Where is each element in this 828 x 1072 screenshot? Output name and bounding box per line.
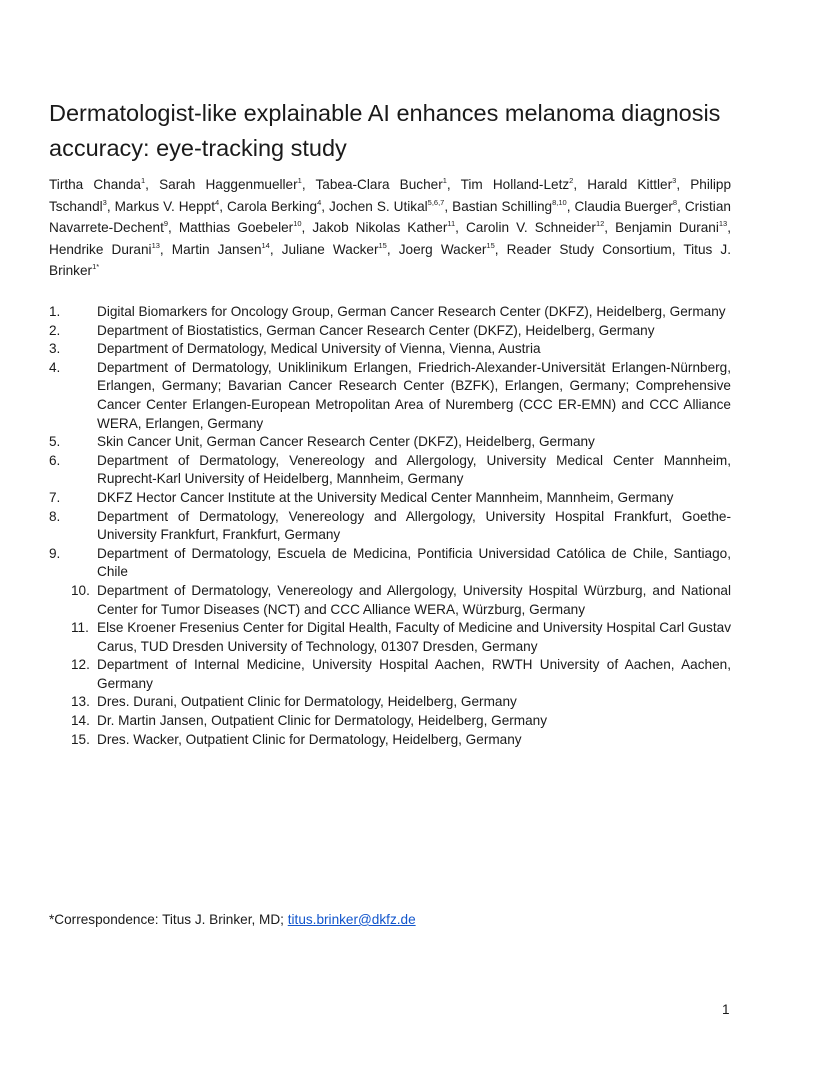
affiliation-text: Dr. Martin Jansen, Outpatient Clinic for Dermatology, Heidelberg, Germany bbox=[97, 713, 548, 729]
author-affiliation-marker: 14 bbox=[261, 240, 270, 250]
author-affiliation-marker: 3 bbox=[672, 176, 677, 185]
affiliation-text: Department of Internal Medicine, University Hospital Aachen, RWTH University of Aachen, Aachen, Germany bbox=[97, 657, 731, 691]
affiliation-number: 8. bbox=[49, 508, 61, 524]
affiliation-number: 6. bbox=[49, 452, 61, 468]
author-affiliation-marker: 9 bbox=[163, 219, 169, 228]
affiliation-text: Department of Dermatology, Escuela de Medicina, Pontificia Universidad Católica de Chile, Santiago, Chile bbox=[97, 545, 731, 580]
author-affiliation-marker: 1 bbox=[297, 176, 302, 185]
affiliation-text: Dres. Wacker, Outpatient Clinic for Dermatology, Heidelberg, Germany bbox=[97, 731, 522, 747]
author-name: Jakob Nikolas Kather bbox=[312, 220, 448, 235]
author-name: Markus V. Heppt bbox=[114, 198, 216, 214]
author-name: Tim Holland-Letz bbox=[460, 177, 570, 192]
affiliation-item bbox=[49, 656, 731, 693]
affiliation-item bbox=[49, 712, 731, 731]
author-affiliation-marker: 1 bbox=[442, 176, 447, 185]
author-affiliation-marker: 11 bbox=[447, 219, 456, 228]
author-name: Carolin V. Schneider bbox=[465, 220, 596, 235]
affiliation-number: 7. bbox=[49, 489, 61, 505]
affiliation-text: Digital Biomarkers for Oncology Group, German Cancer Research Center (DKFZ), Heidelberg, Germany bbox=[97, 304, 726, 319]
affiliation-number: 2. bbox=[49, 322, 61, 338]
affiliation-number: 1. bbox=[49, 304, 61, 319]
author-name: Joerg Wacker bbox=[398, 241, 487, 257]
author-name: Claudia Buerger bbox=[574, 198, 673, 214]
author-affiliation-marker: 13 bbox=[151, 240, 160, 250]
author-affiliation-marker: 13 bbox=[718, 219, 728, 228]
affiliation-item bbox=[49, 489, 731, 508]
author-name: Juliane Wacker bbox=[281, 241, 379, 257]
author-affiliation-marker: 15 bbox=[486, 240, 495, 250]
author-affiliation-marker: 1 bbox=[140, 176, 146, 185]
author-name: Reader Study Consortium bbox=[506, 241, 672, 257]
paper-title: Dermatologist-like explainable AI enhances melanoma diagnosis accuracy: eye-tracking study bbox=[49, 100, 721, 161]
correspondence-email-link[interactable]: titus.brinker@dkfz.de bbox=[287, 912, 416, 927]
affiliation-number: 15. bbox=[71, 731, 90, 747]
author-list: Tirtha Chanda$^1$, Sarah Haggenmueller$^1$, Tabea-Clara Bucher$^1$, Tim Holland-Letz$^2$, Harald Kittler$^3$, Philipp Tschandl$^3$, Markus V. Heppt$^4$, Carola Berking$^4$, Jochen S. Utikal$^{5,6,7}$, Bastian Schilling$^{8,10}$, Claudia Buerger$^8$, Cristian Navarrete-Dechent$^9$, Matthias Goebeler$^{10}$, Jakob Nikolas Kather$^{11}$, Carolin V. Schneider$^{12}$, Benjamin Durani$^{13}$, Hendrike Durani$^{13}$, Martin Jansen$^{14}$, Juliane Wacker$^{15}$, Joerg Wacker$^{15}$, Reader Study Consortium, Titus J. Brinker$^{1*}$ bbox=[49, 176, 732, 278]
affiliation-text: Department of Dermatology, Uniklinikum Erlangen, Friedrich-Alexander-Universität Erlangen-Nürnberg, Erlangen, Germany; Bavarian Cancer Research Center (BZFK), Erlangen, Germany; Comprehensive Cancer Center Erlangen-European Metropolitan Area of Nuremberg (CCC ER-EMN) and CCC Alliance WERA, Erlangen, Germany bbox=[97, 359, 731, 431]
affiliation-number: 12. bbox=[71, 657, 90, 673]
affiliation-item bbox=[49, 303, 731, 322]
affiliation-item bbox=[49, 359, 731, 433]
affiliation-list bbox=[49, 303, 731, 749]
author-affiliation-marker: 8 bbox=[672, 197, 678, 207]
author-name: Harald Kittler bbox=[587, 177, 673, 192]
author-name: Hendrike Durani bbox=[49, 241, 152, 257]
author-name: Titus J. Brinker bbox=[49, 241, 731, 278]
author-affiliation-marker: 5,6,7 bbox=[427, 197, 445, 207]
author-name: Carola Berking bbox=[226, 198, 318, 214]
author-name: Sarah Haggenmueller bbox=[159, 177, 298, 192]
affiliation-item bbox=[49, 693, 731, 712]
author-affiliation-marker: 1* bbox=[92, 262, 100, 271]
affiliation-number: 3. bbox=[49, 341, 61, 357]
affiliation-text: Skin Cancer Unit, German Cancer Research Center (DKFZ), Heidelberg, Germany bbox=[97, 434, 595, 450]
author-affiliation-marker: 8,10 bbox=[552, 197, 567, 207]
author-name: Bastian Schilling bbox=[452, 198, 553, 214]
affiliation-item bbox=[49, 508, 731, 545]
author-affiliation-marker: 15 bbox=[378, 240, 387, 250]
author-name: Philipp Tschandl bbox=[49, 177, 732, 214]
affiliation-item bbox=[49, 452, 731, 489]
affiliation-number: 9. bbox=[49, 545, 61, 561]
affiliation-number: 5. bbox=[49, 434, 61, 450]
affiliation-item bbox=[49, 545, 731, 582]
correspondence-text: *Correspondence: Titus J. Brinker, MD; bbox=[49, 912, 288, 927]
affiliation-text: DKFZ Hector Cancer Institute at the University Medical Center Mannheim, Mannheim, Germany bbox=[97, 489, 674, 505]
affiliation-number: 14. bbox=[71, 713, 90, 729]
affiliation-text: Department of Dermatology, Venereology and Allergology, University Hospital Würzburg, and National Center for Tumor Diseases (NCT) and CCC Alliance WERA, Würzburg, Germany bbox=[97, 582, 731, 617]
affiliation-number: 11. bbox=[71, 620, 89, 636]
author-name: Tabea-Clara Bucher bbox=[315, 177, 443, 192]
author-name: Martin Jansen bbox=[171, 241, 262, 257]
affiliation-item bbox=[49, 731, 731, 750]
author-name: Matthias Goebeler bbox=[178, 220, 294, 235]
author-affiliation-marker: 2 bbox=[569, 176, 574, 185]
affiliation-item bbox=[49, 433, 731, 452]
affiliation-text: Department of Biostatistics, German Cancer Research Center (DKFZ), Heidelberg, Germany bbox=[97, 322, 655, 338]
affiliation-item bbox=[49, 619, 731, 656]
page-number: 1 bbox=[722, 1002, 730, 1017]
author-name: Cristian Navarrete-Dechent bbox=[49, 198, 731, 235]
author-affiliation-marker: 4 bbox=[317, 197, 322, 207]
affiliation-item bbox=[49, 582, 731, 619]
author-name: Benjamin Durani bbox=[615, 220, 719, 235]
author-affiliation-marker: 4 bbox=[215, 197, 220, 207]
author-name: Jochen S. Utikal bbox=[329, 198, 428, 214]
affiliation-text: Department of Dermatology, Venereology and Allergology, University Medical Center Mannheim, Ruprecht-Karl University of Heidelberg, Mannheim, Germany bbox=[97, 452, 731, 487]
affiliation-text: Dres. Durani, Outpatient Clinic for Dermatology, Heidelberg, Germany bbox=[97, 694, 517, 710]
affiliation-text: Department of Dermatology, Medical University of Vienna, Vienna, Austria bbox=[97, 341, 541, 357]
affiliation-item bbox=[49, 322, 731, 341]
affiliation-number: 4. bbox=[49, 359, 61, 375]
affiliation-item bbox=[49, 340, 731, 359]
author-name: Tirtha Chanda bbox=[49, 177, 141, 192]
affiliation-text: Else Kroener Fresenius Center for Digital Health, Faculty of Medicine and University Hospital Carl Gustav Carus, TUD Dresden University of Technology, 01307 Dresden, Germany bbox=[97, 620, 731, 654]
author-affiliation-marker: 12 bbox=[595, 219, 605, 228]
author-affiliation-marker: 10 bbox=[293, 219, 302, 228]
affiliation-text: Department of Dermatology, Venereology and Allergology, University Hospital Frankfurt, Goethe-University Frankfurt, Frankfurt, Germany bbox=[97, 508, 731, 543]
affiliation-number: 10. bbox=[71, 582, 90, 598]
affiliation-number: 13. bbox=[71, 694, 90, 710]
author-affiliation-marker: 3 bbox=[102, 197, 107, 207]
correspondence bbox=[49, 910, 731, 930]
